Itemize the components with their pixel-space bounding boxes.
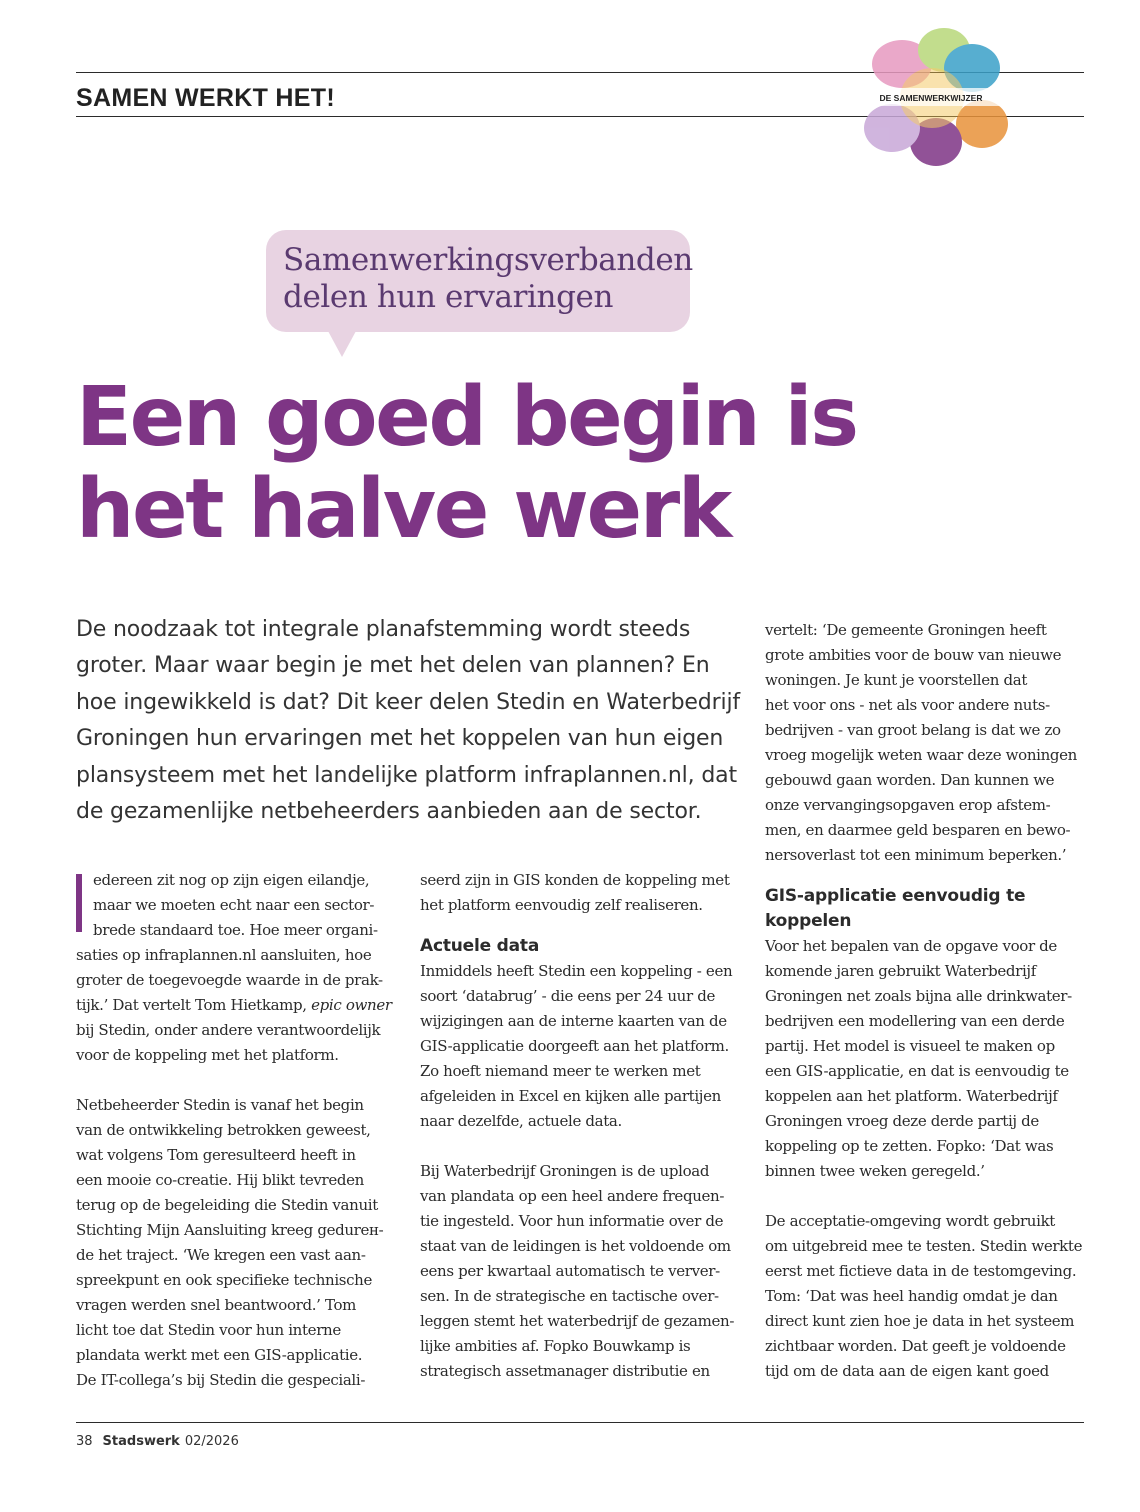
subheading-line: Actuele data	[420, 936, 540, 956]
body-line: het voor ons - net als voor andere nuts-	[765, 696, 1050, 714]
paragraph-gap	[76, 1068, 396, 1093]
body-line: een mooie co-creatie. Hij blikt tevreden	[76, 1171, 364, 1189]
body-line: seerd zijn in GIS konden de koppeling met	[420, 871, 730, 889]
body-line: partij. Het model is visueel te maken op	[765, 1037, 1055, 1055]
body-line: De IT-collega’s bij Stedin die gespeciali-	[76, 1371, 366, 1389]
body-line: Zo hoeft niemand meer te werken met	[420, 1062, 701, 1080]
body-line: edereen zit nog op zijn eigen eilandje,	[93, 871, 370, 889]
subheading-line: GIS-applicatie eenvoudig te	[765, 886, 1026, 906]
body-line: lijke ambities af. Fopko Bouwkamp is	[420, 1337, 691, 1355]
body-line: van de ontwikkeling betrokken geweest,	[76, 1121, 371, 1139]
body-line: vragen werden snel beantwoord.’ Tom	[76, 1296, 357, 1314]
body-line: tijd om de data aan de eigen kant goed	[765, 1362, 1049, 1380]
body-line: het platform eenvoudig zelf realiseren.	[420, 896, 703, 914]
body-line: terug op de begeleiding die Stedin vanuit	[76, 1196, 378, 1214]
section-label: SAMEN WERKT HET!	[76, 84, 335, 112]
body-line: Netbeheerder Stedin is vanaf het begin	[76, 1096, 364, 1114]
body-line: tie ingesteld. Voor hun informatie over de	[420, 1212, 724, 1230]
intro-line: hoe ingewikkeld is dat? Dit keer delen Stedin en Waterbedrijf	[76, 689, 740, 715]
body-line: grote ambities voor de bouw van nieuwe	[765, 646, 1062, 664]
footer-rule	[76, 1422, 1084, 1423]
body-line: strategisch assetmanager distributie en	[420, 1362, 710, 1380]
body-line: koppelen aan het platform. Waterbedrijf	[765, 1087, 1058, 1105]
bubble-line-1: Samenwerkingsverbanden	[283, 242, 693, 278]
paragraph-gap	[765, 868, 1095, 884]
speech-bubble	[266, 230, 693, 332]
body-line: woningen. Je kunt je voorstellen dat	[765, 671, 1028, 689]
body-line: saties op infraplannen.nl aansluiten, hoe	[76, 946, 372, 964]
body-line: een GIS-applicatie, en dat is eenvoudig te	[765, 1062, 1069, 1080]
intro-line: de gezamenlijke netbeheerders aanbieden aan de sector.	[76, 799, 702, 825]
italic-role: epic owner	[311, 996, 392, 1014]
body-line: staat van de leidingen is het voldoende om	[420, 1237, 731, 1255]
body-line: maar we moeten echt naar een sector-	[93, 896, 375, 914]
samenwerkwijzer-logo	[832, 24, 1032, 170]
intro-line: plansysteem met het landelijke platform infraplannen.nl, dat	[76, 762, 737, 788]
headline-line-2: het halve werk	[76, 462, 730, 557]
logo-petal-orange	[956, 100, 1008, 148]
body-line: binnen twee weken geregeld.’	[765, 1162, 985, 1180]
page-footer	[76, 1434, 239, 1449]
body-line: wijzigingen aan de interne kaarten van de	[420, 1012, 727, 1030]
body-line: sen. In de strategische en tactische over-	[420, 1287, 719, 1305]
body-line: komende jaren gebruikt Waterbedrijf	[765, 962, 1036, 980]
body-line: soort ‘databrug’ - die eens per 24 uur de	[420, 987, 716, 1005]
dropcap-paragraph	[76, 868, 396, 943]
magazine-name: Stadswerk	[102, 1434, 180, 1449]
paragraph-gap	[765, 1184, 1095, 1209]
body-line: bedrijven een modellering van een derde	[765, 1012, 1065, 1030]
body-line: om uitgebreid mee te testen. Stedin werkte	[765, 1237, 1083, 1255]
body-line: licht toe dat Stedin voor hun interne	[76, 1321, 341, 1339]
issue-number: 02/2026	[184, 1434, 239, 1449]
intro-line: De noodzaak tot integrale planafstemming wordt steeds	[76, 617, 691, 642]
body-line: bedrijven - van groot belang is dat we zo	[765, 721, 1061, 739]
body-line: wat volgens Tom geresulteerd heeft in	[76, 1146, 356, 1164]
article-intro	[76, 612, 740, 830]
logo-text: DE SAMENWERKWIJZER	[879, 93, 983, 103]
subheading-line: koppelen	[765, 911, 852, 931]
body-line: De acceptatie-omgeving wordt gebruikt	[765, 1212, 1055, 1230]
bubble-line-2: delen hun ervaringen	[283, 279, 614, 315]
bubble-tail-icon	[328, 331, 356, 357]
body-line: koppeling op te zetten. Fopko: ‘Dat was	[765, 1137, 1054, 1155]
body-line: zichtbaar worden. Dat geeft je voldoende	[765, 1337, 1066, 1355]
body-line: onze vervangingsopgaven erop afstem-	[765, 796, 1051, 814]
subheading-gis-applicatie	[765, 884, 1095, 934]
paragraph-gap	[420, 918, 740, 934]
paragraph-gap	[420, 1134, 740, 1159]
body-column-3	[765, 618, 1095, 1384]
body-line: nersoverlast tot een minimum beperken.’	[765, 846, 1067, 864]
subheading-actuele-data	[420, 934, 740, 959]
body-line: groter de toegevoegde waarde in de prak-	[76, 971, 383, 989]
body-line: plandata werkt met een GIS-applicatie.	[76, 1346, 363, 1364]
body-line: brede standaard toe. Hoe meer organi-	[93, 921, 378, 939]
article-headline	[76, 372, 857, 556]
body-line: naar dezelfde, actuele data.	[420, 1112, 622, 1130]
body-line: direct kunt zien hoe je data in het systeem	[765, 1312, 1075, 1330]
body-text: tijk.’ Dat vertelt Tom Hietkamp,	[76, 996, 312, 1014]
body-line: GIS-applicatie doorgeeft aan het platform.	[420, 1037, 729, 1055]
flower-logo-icon	[832, 24, 1032, 170]
body-line: Groningen vroeg deze derde partij de	[765, 1112, 1039, 1130]
body-line: eens per kwartaal automatisch te verver-	[420, 1262, 720, 1280]
body-line: eerst met fictieve data in de testomgeving.	[765, 1262, 1077, 1280]
body-line: Inmiddels heeft Stedin een koppeling - een	[420, 962, 733, 980]
body-line: Voor het bepalen van de opgave voor de	[765, 937, 1057, 955]
body-column-2	[420, 868, 740, 1384]
body-line: Groningen net zoals bijna alle drinkwater-	[765, 987, 1072, 1005]
body-line: gebouwd gaan worden. Dan kunnen we	[765, 771, 1055, 789]
page-number: 38	[76, 1434, 93, 1449]
body-line: afgeleiden in Excel en kijken alle partijen	[420, 1087, 721, 1105]
body-line: Stichting Mijn Aansluiting kreeg gedurен-	[76, 1221, 384, 1239]
body-line: men, en daarmee geld besparen en bewo-	[765, 821, 1071, 839]
body-line: vroeg mogelijk weten waar deze woningen	[765, 746, 1077, 764]
body-line: vertelt: ‘De gemeente Groningen heeft	[765, 621, 1047, 639]
intro-line: groter. Maar waar begin je met het delen van plannen? En	[76, 653, 710, 679]
intro-line: Groningen hun ervaringen met het koppelen van hun eigen	[76, 726, 724, 752]
body-line: leggen stemt het waterbedrijf de gezamen-	[420, 1312, 735, 1330]
body-column-1	[76, 868, 396, 1393]
body-line: voor de koppeling met het platform.	[76, 1046, 339, 1064]
body-line: bij Stedin, onder andere verantwoordelijk	[76, 1021, 381, 1039]
body-line: Bij Waterbedrijf Groningen is de upload	[420, 1162, 710, 1180]
body-line-with-italic	[76, 993, 396, 1018]
body-line: van plandata op een heel andere frequen-	[420, 1187, 725, 1205]
body-line: spreekpunt en ook specifieke technische	[76, 1271, 373, 1289]
body-line: de het traject. ‘We kregen een vast aan-	[76, 1246, 366, 1264]
headline-line-1: Een goed begin is	[76, 370, 857, 465]
body-line: Tom: ‘Dat was heel handig omdat je dan	[765, 1287, 1058, 1305]
